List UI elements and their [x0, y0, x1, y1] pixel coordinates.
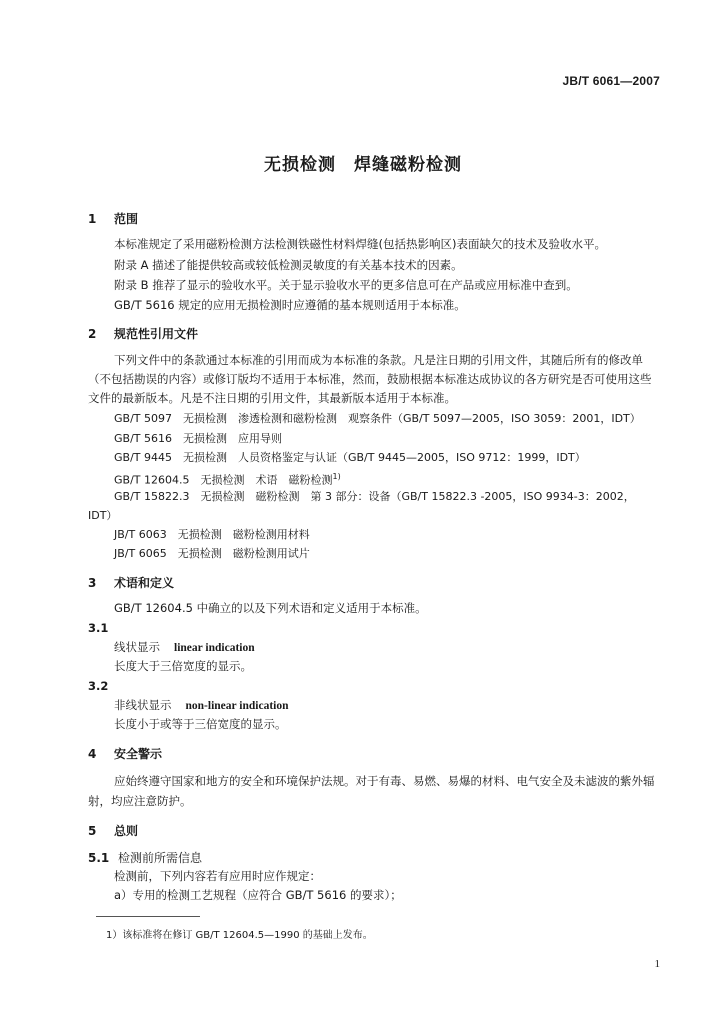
reference-item: JB/T 6065 无损检测 磁粉检测用试片 — [114, 547, 310, 560]
footnote-marker: 1) — [332, 472, 341, 481]
footnote: 1）该标准将在修订 GB/T 12604.5—1990 的基础上发布。 — [106, 930, 373, 941]
reference-item: GB/T 9445 无损检测 人员资格鉴定与认证（GB/T 9445—2005，ISO 9712：1999，IDT） — [114, 451, 586, 464]
page-number: 1 — [654, 958, 660, 970]
section-number: 2 — [88, 327, 97, 341]
term-number: 3.2 — [88, 679, 109, 693]
term-definition: 长度大于三倍宽度的显示。 — [114, 659, 252, 673]
term-zh: 线状显示 — [114, 640, 160, 654]
section-title: 总则 — [114, 824, 139, 838]
document-title: 无损检测 焊缝磁粉检测 — [264, 155, 462, 175]
term-en: linear indication — [174, 642, 255, 654]
section-3-heading — [88, 574, 174, 591]
section-number: 3 — [88, 576, 97, 590]
paragraph: 附录 B 推荐了显示的验收水平。关于显示验收水平的更多信息可在产品或应用标准中查到。 — [114, 278, 578, 292]
paragraph: GB/T 12604.5 中确立的以及下列术语和定义适用于本标准。 — [114, 601, 427, 615]
section-title: 规范性引用文件 — [114, 327, 199, 341]
footnote-divider — [96, 916, 200, 917]
paragraph: GB/T 5616 规定的应用无损检测时应遵循的基本规则适用于本标准。 — [114, 298, 466, 312]
section-4-heading — [88, 745, 162, 762]
term-title — [114, 697, 289, 715]
term-number: 3.1 — [88, 621, 109, 635]
term-definition: 长度小于或等于三倍宽度的显示。 — [114, 717, 287, 731]
paragraph: 下列文件中的条款通过本标准的引用而成为本标准的条款。凡是注日期的引用文件，其随后所有的修改单（不包括勘误的内容）或修订版均不适用于本标准，然而，鼓励根据本标准达成协议的各方研究是否可使用这些文件的最新版本。凡是不注日期的引用文件，其最新版本适用于本标准。 — [88, 353, 652, 405]
paragraph: 本标准规定了采用磁粉检测方法检测铁磁性材料焊缝(包括热影响区)表面缺欠的技术及验收水平。 — [114, 237, 606, 251]
section-number: 1 — [88, 212, 97, 226]
section-2-heading — [88, 325, 198, 342]
reference-item: GB/T 5097 无损检测 渗透检测和磁粉检测 观察条件（GB/T 5097—2005，ISO 3059：2001，IDT） — [114, 412, 641, 425]
reference-item — [114, 468, 341, 489]
paragraph: 附录 A 描述了能提供较高或较低检测灵敏度的有关基本技术的因素。 — [114, 258, 463, 272]
standard-number: JB/T 6061—2007 — [562, 74, 660, 88]
term-title — [114, 639, 255, 657]
reference-item: JB/T 6063 无损检测 磁粉检测用材料 — [114, 528, 310, 541]
section-1-heading — [88, 210, 138, 227]
section-5-heading — [88, 822, 138, 839]
list-item: a）专用的检测工艺规程（应符合 GB/T 5616 的要求）； — [114, 888, 402, 902]
paragraph: 检测前，下列内容若有应用时应作规定： — [114, 869, 321, 883]
subsection-title: 检测前所需信息 — [118, 851, 203, 865]
section-title: 术语和定义 — [114, 576, 175, 590]
term-zh: 非线状显示 — [114, 698, 172, 712]
section-title: 安全警示 — [114, 747, 163, 761]
subsection-number: 5.1 — [88, 851, 110, 865]
reference-item: GB/T 15822.3 无损检测 磁粉检测 第 3 部分：设备（GB/T 15822.3 -2005，ISO 9934-3：2002， — [114, 490, 635, 503]
section-number: 5 — [88, 824, 97, 838]
reference-item: GB/T 5616 无损检测 应用导则 — [114, 432, 282, 445]
section-title: 范围 — [114, 212, 139, 226]
term-en: non-linear indication — [185, 700, 289, 712]
subsection-5-1-heading — [88, 849, 202, 866]
section-number: 4 — [88, 747, 97, 761]
reference-text: GB/T 12604.5 无损检测 术语 磁粉检测 — [114, 473, 333, 487]
reference-item-continued: IDT） — [88, 509, 118, 522]
paragraph: 应始终遵守国家和地方的安全和环境保护法规。对于有毒、易燃、易爆的材料、电气安全及未滤波的紫外辐射，均应注意防护。 — [88, 774, 655, 808]
